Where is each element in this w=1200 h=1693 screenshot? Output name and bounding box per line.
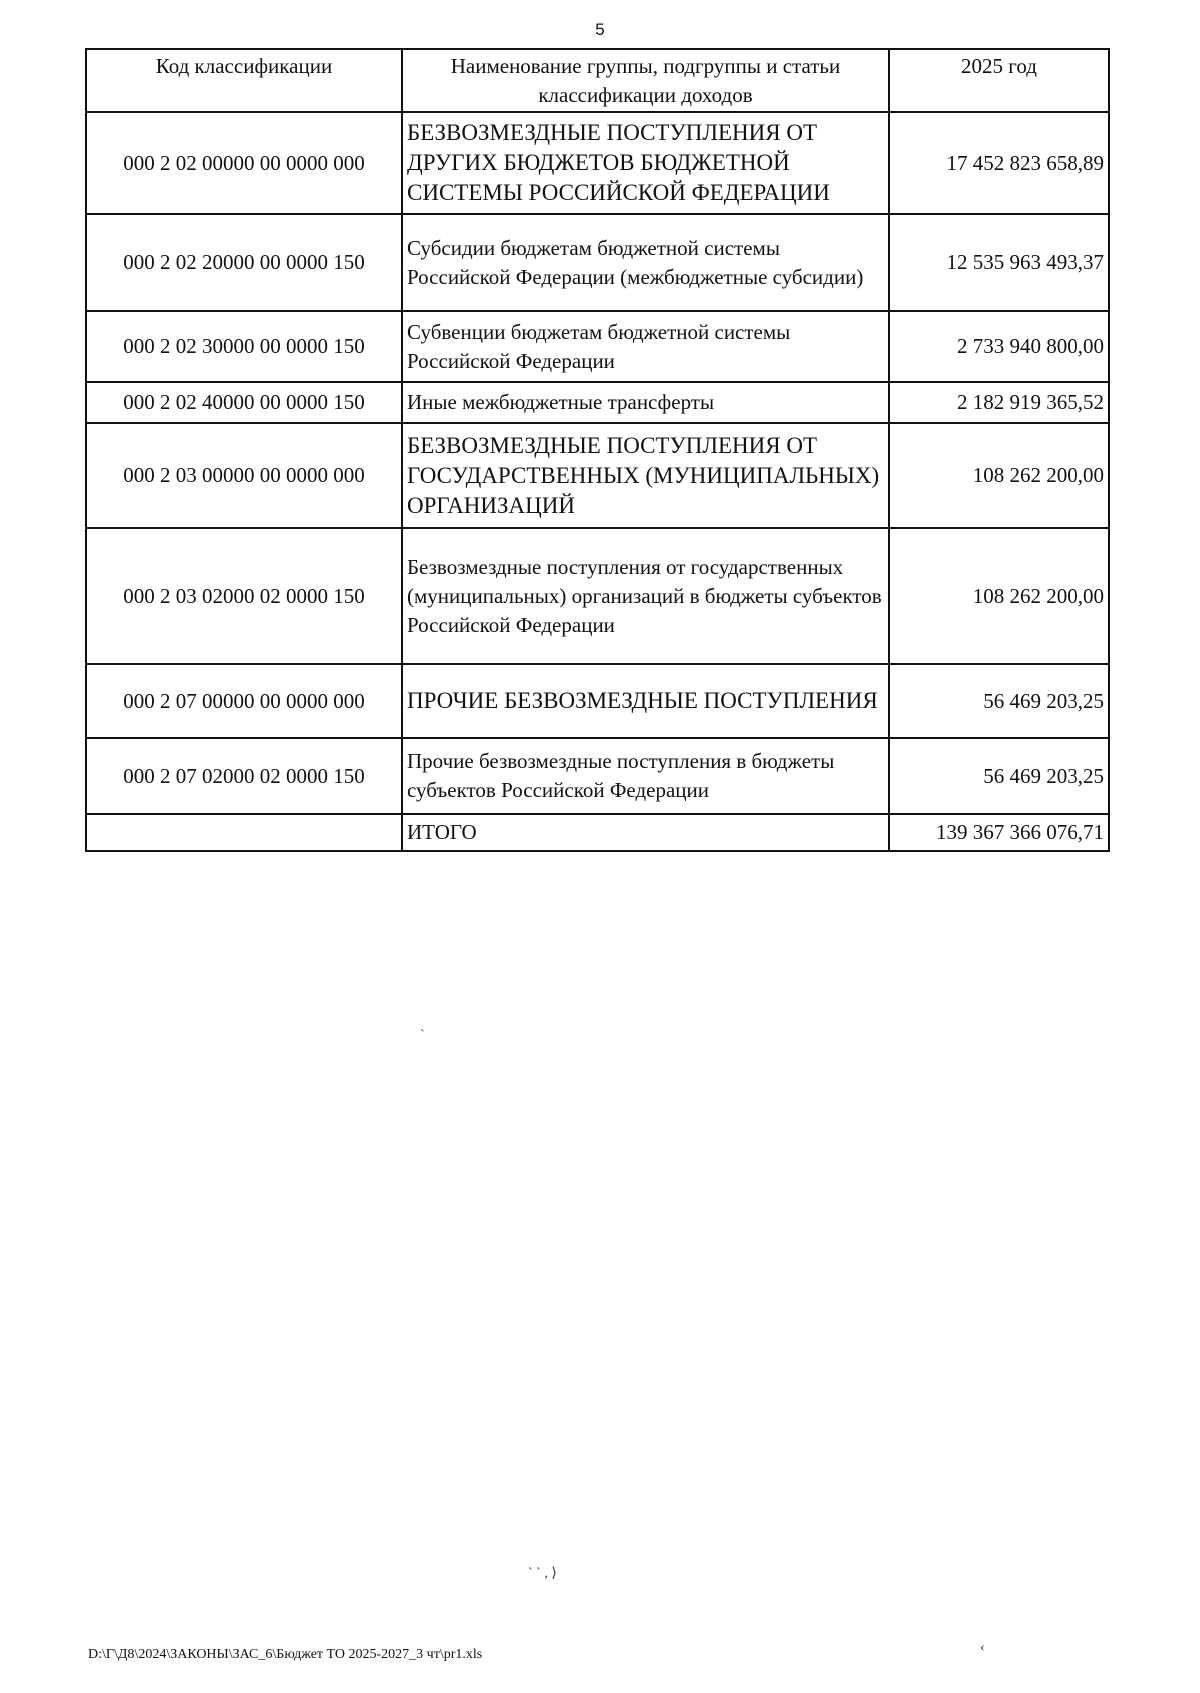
row-name: Прочие безвозмездные поступления в бюджеты субъектов Российской Федерации <box>402 738 889 814</box>
table-row <box>86 311 1109 382</box>
row-name: ПРОЧИЕ БЕЗВОЗМЕЗДНЫЕ ПОСТУПЛЕНИЯ <box>402 664 889 738</box>
stray-mark: ` ` , ⟩ <box>528 1566 557 1581</box>
table-total-row <box>86 814 1109 851</box>
table-row <box>86 423 1109 528</box>
row-code: 000 2 07 00000 00 0000 000 <box>86 664 402 738</box>
table-row <box>86 382 1109 423</box>
row-name: Иные межбюджетные трансферты <box>402 382 889 423</box>
row-name: БЕЗВОЗМЕЗДНЫЕ ПОСТУПЛЕНИЯ ОТ ГОСУДАРСТВЕННЫХ (МУНИЦИПАЛЬНЫХ) ОРГАНИЗАЦИЙ <box>402 423 889 528</box>
row-amount: 17 452 823 658,89 <box>889 112 1109 214</box>
table-row <box>86 664 1109 738</box>
row-code: 000 2 02 40000 00 0000 150 <box>86 382 402 423</box>
header-name: Наименование группы, подгруппы и статьи классификации доходов <box>402 49 889 112</box>
stray-mark: ‹ <box>980 1640 985 1655</box>
row-amount: 12 535 963 493,37 <box>889 214 1109 311</box>
row-amount: 2 733 940 800,00 <box>889 311 1109 382</box>
row-name: Субвенции бюджетам бюджетной системы Российской Федерации <box>402 311 889 382</box>
table-row <box>86 738 1109 814</box>
total-code <box>86 814 402 851</box>
row-code: 000 2 02 00000 00 0000 000 <box>86 112 402 214</box>
row-amount: 56 469 203,25 <box>889 664 1109 738</box>
row-name: Безвозмездные поступления от государственных (муниципальных) организаций в бюджеты субъектов Российской Федерации <box>402 528 889 664</box>
table-row <box>86 112 1109 214</box>
stray-mark: ` <box>420 1028 425 1043</box>
table-row <box>86 214 1109 311</box>
row-amount: 56 469 203,25 <box>889 738 1109 814</box>
row-code: 000 2 03 00000 00 0000 000 <box>86 423 402 528</box>
row-name: Субсидии бюджетам бюджетной системы Российской Федерации (межбюджетные субсидии) <box>402 214 889 311</box>
page-number: 5 <box>595 20 605 39</box>
row-amount: 108 262 200,00 <box>889 528 1109 664</box>
row-name: БЕЗВОЗМЕЗДНЫЕ ПОСТУПЛЕНИЯ ОТ ДРУГИХ БЮДЖЕТОВ БЮДЖЕТНОЙ СИСТЕМЫ РОССИЙСКОЙ ФЕДЕРАЦИИ <box>402 112 889 214</box>
income-classification-table <box>85 48 1110 852</box>
table-row <box>86 528 1109 664</box>
row-code: 000 2 03 02000 02 0000 150 <box>86 528 402 664</box>
header-year: 2025 год <box>889 49 1109 112</box>
row-amount: 2 182 919 365,52 <box>889 382 1109 423</box>
total-label: ИТОГО <box>402 814 889 851</box>
footer-file-path: D:\Г\Д8\2024\ЗАКОНЫ\ЗАС_6\Бюджет ТО 2025-2027_3 чт\pr1.xls <box>88 1647 483 1662</box>
table-header-row <box>86 49 1109 112</box>
row-code: 000 2 02 20000 00 0000 150 <box>86 214 402 311</box>
row-code: 000 2 07 02000 02 0000 150 <box>86 738 402 814</box>
header-code: Код классификации <box>86 49 402 112</box>
row-code: 000 2 02 30000 00 0000 150 <box>86 311 402 382</box>
row-amount: 108 262 200,00 <box>889 423 1109 528</box>
total-amount: 139 367 366 076,71 <box>889 814 1109 851</box>
